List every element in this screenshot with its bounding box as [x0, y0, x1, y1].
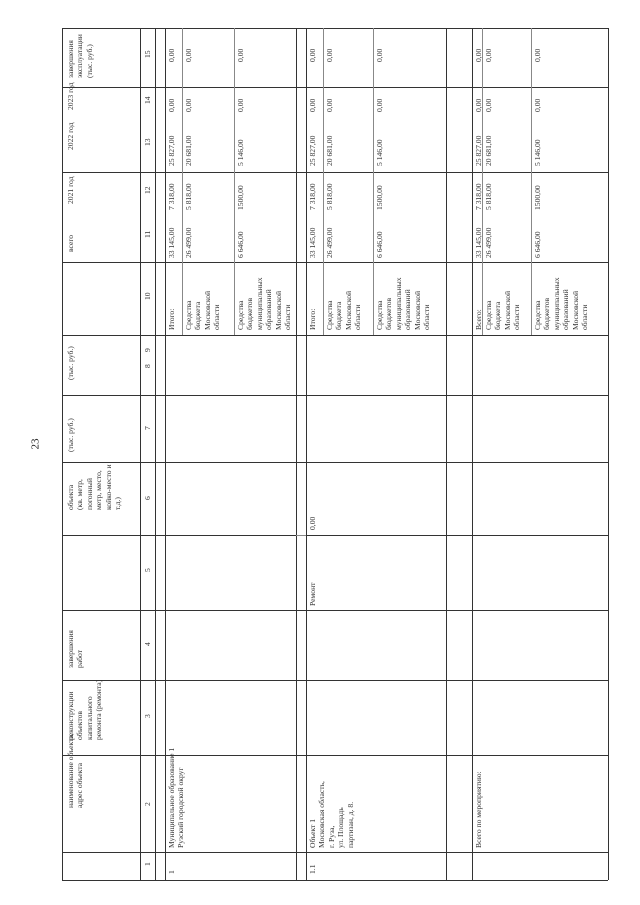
grid-line — [62, 535, 608, 536]
grid-line — [62, 28, 63, 880]
column-number: 1 — [143, 862, 152, 866]
column-number: 12 — [143, 186, 152, 194]
header-unit: объекта (кв. метр, погонный метр, место, койко-место и т.д.) — [66, 464, 123, 510]
section-number: 1.1 — [308, 864, 317, 874]
grid-line — [62, 87, 608, 88]
amount-v11: 26 499,00 — [484, 227, 493, 258]
funding-source: Средства бюджета Московской области — [325, 290, 363, 330]
grid-line — [446, 28, 447, 880]
amount-v11: 26 499,00 — [325, 227, 334, 258]
section-name: Муниципальное образование 1 Рузский городской округ — [167, 747, 186, 848]
header-cost-9: (тыс. руб.) — [66, 346, 75, 380]
funding-source: Средства бюджетов муниципальных образований Московской области — [533, 277, 590, 330]
grid-line — [62, 880, 608, 881]
cell-edge — [296, 535, 306, 536]
grid-line — [306, 28, 307, 880]
work-type: Ремонт — [308, 582, 317, 606]
grid-line — [62, 755, 608, 756]
amount-v11: 33 145,00 — [474, 227, 483, 258]
column-number: 9 — [143, 348, 152, 352]
amount-v12: 7 318,00 — [167, 183, 176, 210]
column-number: 14 — [143, 96, 152, 104]
amount-v12: 1500,00 — [375, 185, 384, 210]
funding-source: Всего: — [474, 309, 483, 330]
amount-v15: 0,00 — [474, 48, 483, 62]
amount-v15: 0,00 — [375, 48, 384, 62]
amount-v15: 0,00 — [236, 48, 245, 62]
row-divider — [482, 28, 483, 335]
amount-v14: 0,00 — [308, 98, 317, 112]
column-number: 8 — [143, 364, 152, 368]
grid-line — [62, 462, 608, 463]
amount-v12: 1500,00 — [236, 185, 245, 210]
header-reconstruction: реконструкции объектов капитального ремонта (ремонта) — [66, 679, 104, 740]
section-number: 1 — [167, 870, 176, 874]
column-number: 11 — [143, 230, 152, 238]
amount-v11: 26 499,00 — [184, 227, 193, 258]
amount-v14: 0,00 — [167, 98, 176, 112]
grid-line — [62, 335, 608, 336]
header-2021: 2021 год — [66, 176, 75, 204]
amount-v13: 20 681,00 — [184, 135, 193, 166]
grid-line — [62, 28, 608, 29]
grid-line — [62, 262, 608, 263]
grid-line — [140, 28, 141, 880]
amount-v12: 1500,00 — [533, 185, 542, 210]
amount-v15: 0,00 — [325, 48, 334, 62]
header-cost-8: (тыс. руб.) — [66, 418, 75, 452]
row-divider — [234, 28, 235, 335]
row-divider — [182, 28, 183, 335]
grid-line — [62, 395, 608, 396]
grid-line — [608, 28, 609, 880]
funding-source: Средства бюджета Московской области — [184, 290, 222, 330]
funding-source: Итого: — [167, 308, 176, 330]
header-total: всего — [66, 234, 75, 252]
unit-value: 0,00 — [308, 516, 317, 530]
row-divider — [373, 28, 374, 335]
grid-line — [296, 28, 297, 880]
column-number: 5 — [143, 568, 152, 572]
column-number: 2 — [143, 802, 152, 806]
column-number: 4 — [143, 642, 152, 646]
amount-v15: 0,00 — [533, 48, 542, 62]
funding-source: Средства бюджета Московской области — [484, 290, 522, 330]
grid-line — [155, 28, 156, 880]
amount-v15: 0,00 — [484, 48, 493, 62]
funding-source: Средства бюджетов муниципальных образований Московской области — [375, 277, 432, 330]
header-2022: 2022 год — [66, 122, 75, 150]
amount-v11: 33 145,00 — [308, 227, 317, 258]
funding-source: Средства бюджетов муниципальных образований Московской области — [236, 277, 293, 330]
header-name-address: наименование объекта, адрес объекта — [66, 733, 85, 808]
amount-v12: 5 818,00 — [484, 183, 493, 210]
amount-v13: 20 681,00 — [484, 135, 493, 166]
amount-v14: 0,00 — [375, 98, 384, 112]
amount-v13: 20 681,00 — [325, 135, 334, 166]
amount-v14: 0,00 — [474, 98, 483, 112]
column-number: 13 — [143, 138, 152, 146]
grid-line — [62, 610, 608, 611]
grid-line — [62, 852, 608, 853]
amount-v12: 5 818,00 — [184, 183, 193, 210]
row-divider — [531, 28, 532, 335]
amount-v13: 25 827,00 — [167, 135, 176, 166]
header-2023: 2023 год — [66, 82, 75, 110]
column-number: 10 — [143, 292, 152, 300]
amount-v14: 0,00 — [184, 98, 193, 112]
funding-source: Итого: — [308, 308, 317, 330]
header-completion: завершения работ — [66, 630, 85, 668]
amount-v11: 6 646,00 — [236, 231, 245, 258]
amount-v15: 0,00 — [308, 48, 317, 62]
page-number: 23 — [29, 438, 42, 450]
column-number: 6 — [143, 496, 152, 500]
row-divider — [323, 28, 324, 335]
amount-v13: 5 146,00 — [375, 139, 384, 166]
section-name: Объект 1 Московская область, г. Руза, ул. Площадь партизан, д. 8. — [308, 781, 355, 848]
amount-v12: 7 318,00 — [474, 183, 483, 210]
amount-v13: 5 146,00 — [236, 139, 245, 166]
column-number: 3 — [143, 714, 152, 718]
amount-v11: 6 646,00 — [533, 231, 542, 258]
header-exploitation: завершения эксплуатации (тыс. руб.) — [66, 34, 94, 78]
amount-v11: 33 145,00 — [167, 227, 176, 258]
grid-line — [62, 172, 608, 173]
amount-v14: 0,00 — [533, 98, 542, 112]
amount-v14: 0,00 — [325, 98, 334, 112]
amount-v15: 0,00 — [167, 48, 176, 62]
column-number: 15 — [143, 50, 152, 58]
amount-v12: 7 318,00 — [308, 183, 317, 210]
amount-v14: 0,00 — [484, 98, 493, 112]
amount-v11: 6 646,00 — [375, 231, 384, 258]
amount-v13: 25 827,00 — [308, 135, 317, 166]
amount-v13: 5 146,00 — [533, 139, 542, 166]
grid-line — [62, 680, 608, 681]
section-name: Всего по мероприятию: — [474, 771, 483, 848]
amount-v13: 25 827,00 — [474, 135, 483, 166]
amount-v15: 0,00 — [184, 48, 193, 62]
grid-line — [472, 28, 473, 880]
amount-v12: 5 818,00 — [325, 183, 334, 210]
grid-line — [165, 28, 166, 880]
column-number: 7 — [143, 426, 152, 430]
amount-v14: 0,00 — [236, 98, 245, 112]
